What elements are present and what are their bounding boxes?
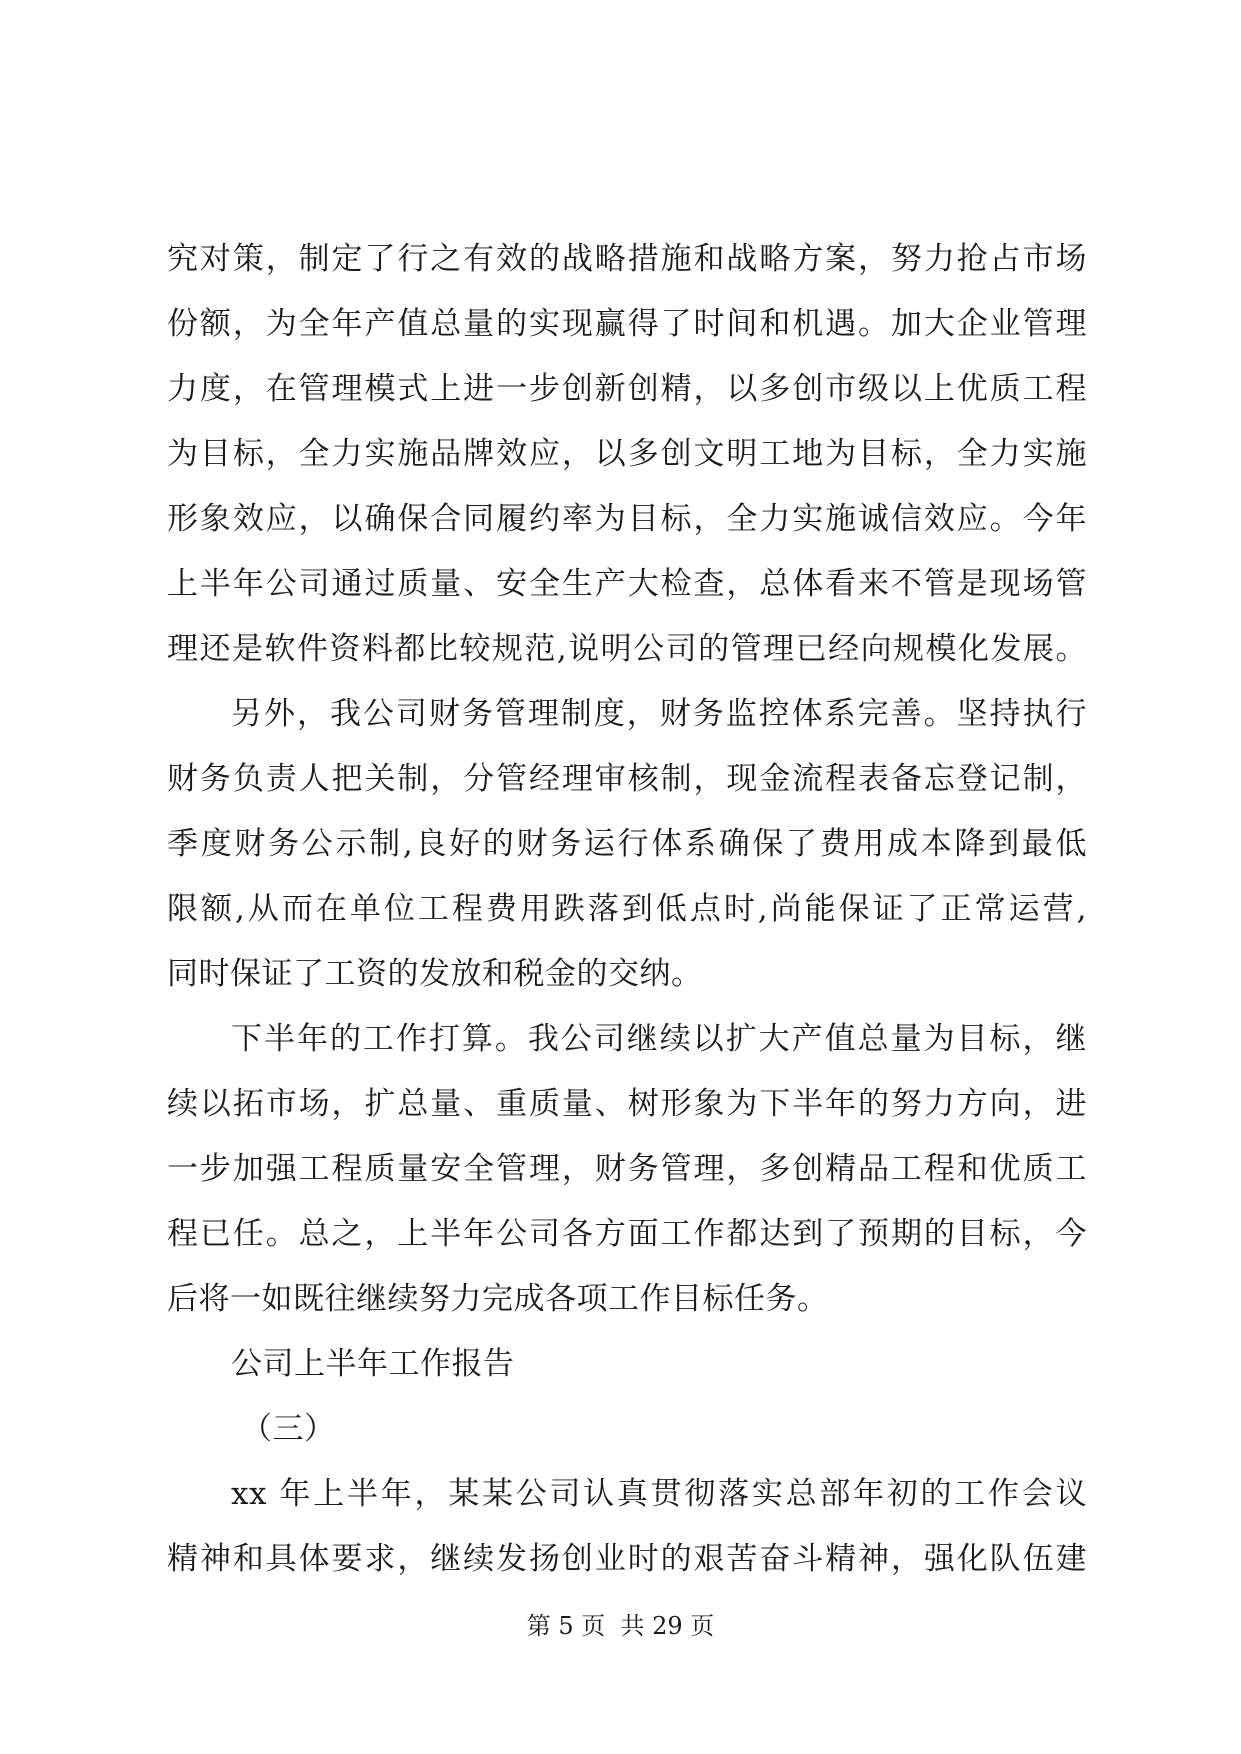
text-line: 财务负责人把关制，分管经理审核制，现金流程表备忘登记制， xyxy=(167,761,1087,797)
text-line: 理还是软件资料都比较规范,说明公司的管理已经向规模化发展。 xyxy=(167,631,1087,667)
section-number: （三） xyxy=(241,1411,336,1447)
text-line: 上半年公司通过质量、安全生产大检查，总体看来不管是现场管 xyxy=(167,566,1087,602)
text-line: 一步加强工程质量安全管理，财务管理，多创精品工程和优质工 xyxy=(167,1151,1087,1187)
page-number-footer: 第 5 页 共 29 页 xyxy=(526,1612,715,1640)
paragraph-first-line: xx 年上半年，某某公司认真贯彻落实总部年初的工作会议 xyxy=(231,1476,1087,1512)
text-line: 力度，在管理模式上进一步创新创精，以多创市级以上优质工程 xyxy=(167,371,1087,407)
text-line: 精神和具体要求，继续发扬创业时的艰苦奋斗精神，强化队伍建 xyxy=(167,1541,1087,1577)
text-line: 形象效应，以确保合同履约率为目标，全力实施诚信效应。今年 xyxy=(167,501,1087,537)
text-line: 究对策，制定了行之有效的战略措施和战略方案，努力抢占市场 xyxy=(167,241,1087,277)
text-line: 为目标，全力实施品牌效应，以多创文明工地为目标，全力实施 xyxy=(167,436,1087,472)
paragraph-first-line: 下半年的工作打算。我公司继续以扩大产值总量为目标，继 xyxy=(231,1021,1087,1057)
text-line: 续以拓市场，扩总量、重质量、树形象为下半年的努力方向，进 xyxy=(167,1086,1087,1122)
text-line: 季度财务公示制,良好的财务运行体系确保了费用成本降到最低 xyxy=(167,826,1087,862)
section-heading: 公司上半年工作报告 xyxy=(231,1346,515,1382)
text-line: 程已任。总之，上半年公司各方面工作都达到了预期的目标，今 xyxy=(167,1216,1087,1252)
text-line: 限额,从而在单位工程费用跌落到低点时,尚能保证了正常运营, xyxy=(167,891,1087,927)
text-line: 份额，为全年产值总量的实现赢得了时间和机遇。加大企业管理 xyxy=(167,306,1087,342)
text-line: 后将一如既往继续努力完成各项工作目标任务。 xyxy=(167,1281,829,1317)
paragraph-first-line: 另外，我公司财务管理制度，财务监控体系完善。坚持执行 xyxy=(231,696,1087,732)
body-text xyxy=(167,227,1087,1592)
text-line: 同时保证了工资的发放和税金的交纳。 xyxy=(167,956,703,992)
